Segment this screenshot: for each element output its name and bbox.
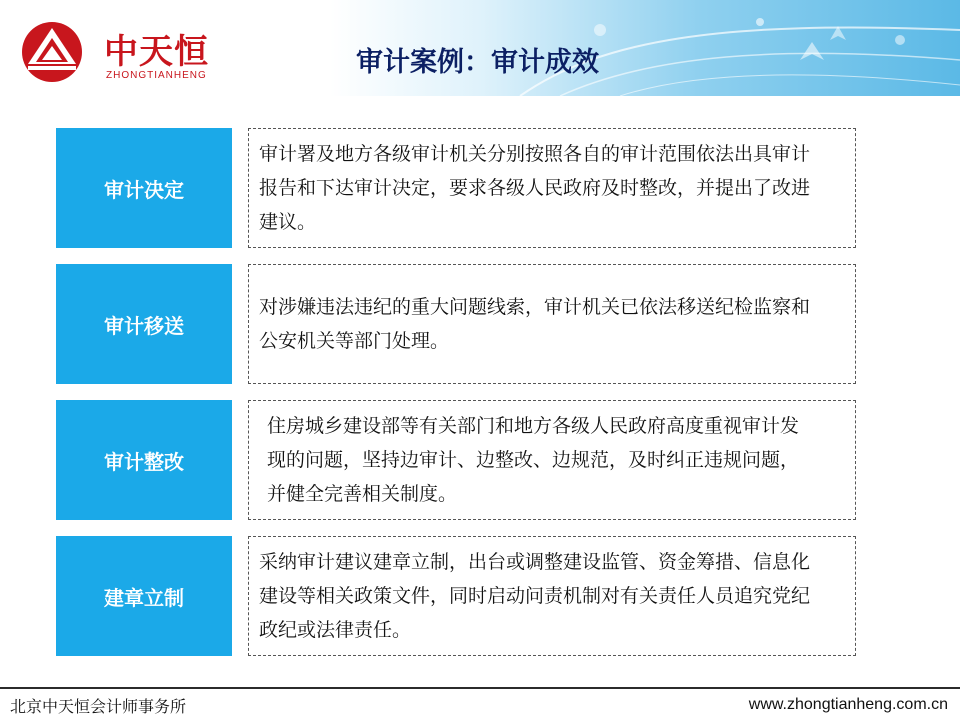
- footer-divider: [0, 687, 960, 689]
- row-label-decision: 审计决定: [56, 128, 232, 248]
- row-box-transfer: [248, 264, 856, 384]
- footer-company: 北京中天恒会计师事务所: [10, 697, 187, 716]
- logo-subtitle: ZHONGTIANHENG: [106, 70, 207, 81]
- header-banner: [0, 0, 960, 96]
- row-label-regulation: 建章立制: [56, 536, 232, 656]
- row-text-transfer: 对涉嫌违法违纪的重大问题线索，审计机关已依法移送纪检监察和公安机关等部门处理。: [259, 296, 811, 352]
- row-box-rectification: [248, 400, 856, 520]
- row-label-rectification: 审计整改: [56, 400, 232, 520]
- company-logo: [18, 14, 218, 84]
- row-text-rectification: 住房城乡建设部等有关部门和地方各级人民政府高度重视审计发现的问题，坚持边审计、边整改、边规范，及时纠正违规问题，并健全完善相关制度。: [267, 415, 800, 505]
- row-box-decision: [248, 128, 856, 248]
- footer-website: www.zhongtianheng.com.cn: [748, 696, 948, 713]
- row-label-transfer: 审计移送: [56, 264, 232, 384]
- row-text-decision: 审计署及地方各级审计机关分别按照各自的审计范围依法出具审计报告和下达审计决定，要求各级人民政府及时整改，并提出了改进建议。: [259, 143, 811, 233]
- row-text-regulation: 采纳审计建议建章立制，出台或调整建设监管、资金筹措、信息化建设等相关政策文件，同时启动问责机制对有关责任人员追究党纪政纪或法律责任。: [259, 551, 811, 641]
- logo-name: 中天恒: [104, 32, 209, 72]
- row-box-regulation: [248, 536, 856, 656]
- page-title: 审计案例：审计成效: [356, 47, 599, 78]
- logo-emblem-icon: [18, 14, 98, 84]
